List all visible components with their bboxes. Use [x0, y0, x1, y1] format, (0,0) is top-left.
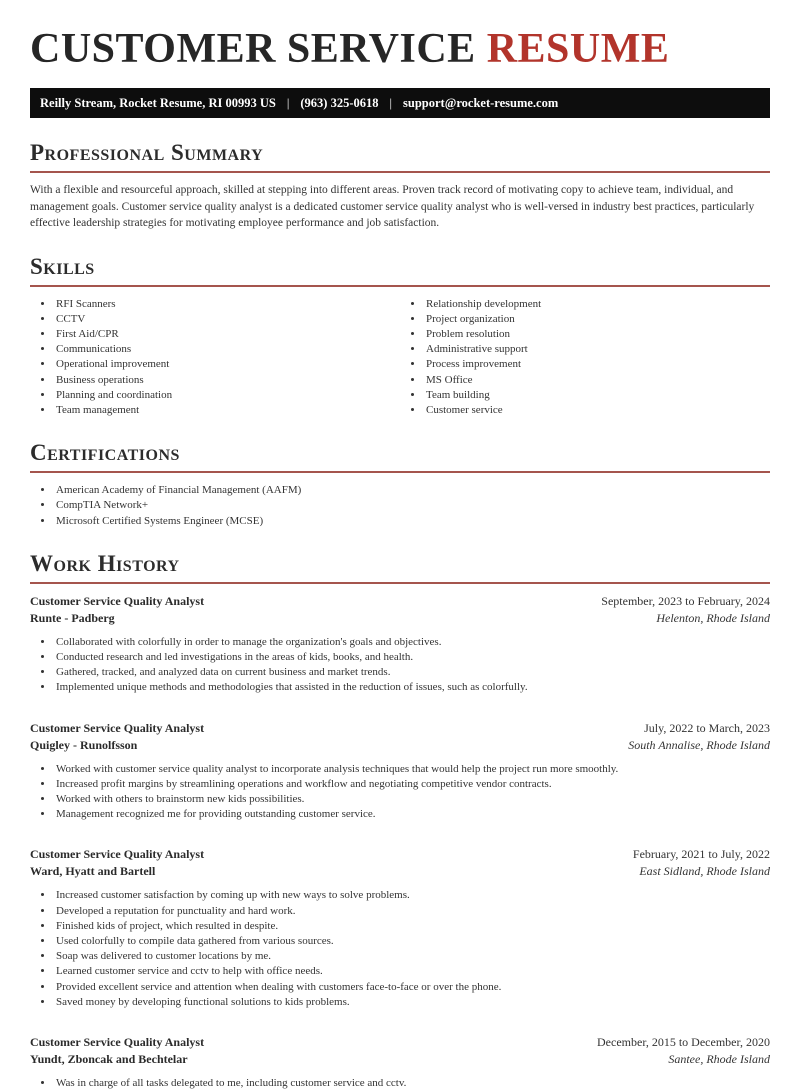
job-dates: December, 2015 to December, 2020 [597, 1034, 770, 1049]
job-subheader-row [30, 737, 770, 754]
job-header-row [30, 846, 770, 863]
job-bullet-list [30, 888, 770, 1010]
job-bullet: • Conducted research and led investigations in the areas of kids, books, and health. [54, 650, 770, 665]
certification-item: • CompTIA Network+ [54, 498, 770, 513]
job-bullet: • Was in charge of all tasks delegated to me, including customer service and cctv. [54, 1076, 770, 1091]
skill-item: • MS Office [424, 373, 770, 388]
job-bullet: • Increased profit margins by streamlining operations and workflow and negotiating competitive vendor contracts. [54, 777, 770, 792]
certifications-list [30, 483, 770, 529]
skill-item: • Relationship development [424, 297, 770, 312]
job-header-row [30, 593, 770, 610]
contact-address: Reilly Stream, Rocket Resume, RI 00993 US [40, 95, 276, 110]
skill-item: • Team building [424, 388, 770, 403]
job-bullet: • Provided excellent service and attention when dealing with customers face-to-face or over the phone. [54, 980, 770, 995]
summary-heading: Professional Summary [30, 140, 770, 173]
skills-list-left [30, 297, 400, 419]
job-bullet: • Used colorfully to compile data gathered from various sources. [54, 934, 770, 949]
contact-bar [30, 88, 770, 118]
job-header-row [30, 1034, 770, 1051]
job-bullet: • Finished kids of project, which resulted in despite. [54, 919, 770, 934]
work-history-heading: Work History [30, 551, 770, 584]
job-subheader-row [30, 1051, 770, 1068]
skills-heading: Skills [30, 254, 770, 287]
job-bullet: • Saved money by developing functional solutions to kids problems. [54, 995, 770, 1010]
contact-separator: | [286, 95, 290, 110]
job-bullet-list [30, 762, 770, 823]
job-subheader-row [30, 863, 770, 880]
job-location: South Annalise, Rhode Island [628, 737, 770, 752]
job-company: Runte - Padberg [30, 610, 115, 625]
contact-phone: (963) 325-0618 [300, 95, 379, 110]
skill-item: • CCTV [54, 312, 400, 327]
job-entry [30, 593, 770, 696]
job-bullet: • Worked with others to brainstorm new kids possibilities. [54, 792, 770, 807]
job-title: Customer Service Quality Analyst [30, 720, 205, 735]
job-location: East Sidland, Rhode Island [639, 864, 770, 879]
job-location: Helenton, Rhode Island [656, 610, 770, 625]
skill-item: • Problem resolution [424, 327, 770, 342]
job-bullet-list [30, 635, 770, 696]
certification-item: • Microsoft Certified Systems Engineer (MCSE) [54, 514, 770, 529]
job-header-row [30, 720, 770, 737]
skills-list-right [400, 297, 770, 419]
section-work-history [30, 551, 770, 1091]
job-bullet: • Implemented unique methods and methodologies that assisted in the reduction of issues, such as colorfully. [54, 680, 770, 695]
page-title [30, 26, 770, 72]
job-title: Customer Service Quality Analyst [30, 593, 205, 608]
job-bullet: • Soap was delivered to customer locations by me. [54, 949, 770, 964]
job-title: Customer Service Quality Analyst [30, 847, 205, 862]
skill-item: • Planning and coordination [54, 388, 400, 403]
skill-item: • Process improvement [424, 357, 770, 372]
job-subheader-row [30, 610, 770, 627]
section-skills [30, 254, 770, 419]
job-bullet-list [30, 1076, 770, 1091]
title-accent: RESUME [486, 26, 670, 72]
skill-item: • Project organization [424, 312, 770, 327]
certifications-heading: Certifications [30, 440, 770, 473]
job-bullet: • Increased customer satisfaction by coming up with new ways to solve problems. [54, 888, 770, 903]
skill-item: • Customer service [424, 403, 770, 418]
job-company: Yundt, Zboncak and Bechtelar [30, 1051, 188, 1066]
job-bullet: • Management recognized me for providing outstanding customer service. [54, 807, 770, 822]
title-main: CUSTOMER SERVICE [30, 26, 487, 72]
job-entry [30, 1034, 770, 1091]
job-entry [30, 720, 770, 823]
skills-columns [30, 287, 770, 419]
skill-item: • First Aid/CPR [54, 327, 400, 342]
skill-item: • Communications [54, 342, 400, 357]
skill-item: • Team management [54, 403, 400, 418]
contact-email: support@rocket-resume.com [403, 95, 559, 110]
skill-item: • RFI Scanners [54, 297, 400, 312]
job-location: Santee, Rhode Island [668, 1051, 770, 1066]
job-bullet: • Collaborated with colorfully in order to manage the organization's goals and objectives. [54, 635, 770, 650]
job-bullet: • Learned customer service and cctv to help with office needs. [54, 964, 770, 979]
job-bullet: • Developed a reputation for punctuality and hard work. [54, 904, 770, 919]
job-dates: July, 2022 to March, 2023 [644, 720, 770, 735]
job-dates: February, 2021 to July, 2022 [632, 847, 770, 862]
skill-item: • Administrative support [424, 342, 770, 357]
job-bullet: • Gathered, tracked, and analyzed data on current business and market trends. [54, 665, 770, 680]
job-title: Customer Service Quality Analyst [30, 1034, 205, 1049]
job-dates: September, 2023 to February, 2024 [601, 593, 770, 608]
section-professional-summary [30, 140, 770, 232]
skill-item: • Business operations [54, 373, 400, 388]
job-company: Quigley - Runolfsson [30, 737, 138, 752]
job-company: Ward, Hyatt and Bartell [30, 864, 156, 879]
certification-item: • American Academy of Financial Management (AAFM) [54, 483, 770, 498]
section-certifications [30, 440, 770, 529]
job-bullet: • Worked with customer service quality analyst to incorporate analysis techniques that would help the project run more smoothly. [54, 762, 770, 777]
contact-separator: | [389, 95, 393, 110]
skill-item: • Operational improvement [54, 357, 400, 372]
job-entry [30, 846, 770, 1010]
summary-text: With a flexible and resourceful approach, skilled at stepping into different areas. Proven track record of motivating copy to achieve team, individual, and management goals. Customer service quality analyst is a dedicated customer service quality analyst who is well-versed in industry best practices, particularly effective leadership strategies for motivating employee performance and job satisfaction. [30, 184, 755, 229]
